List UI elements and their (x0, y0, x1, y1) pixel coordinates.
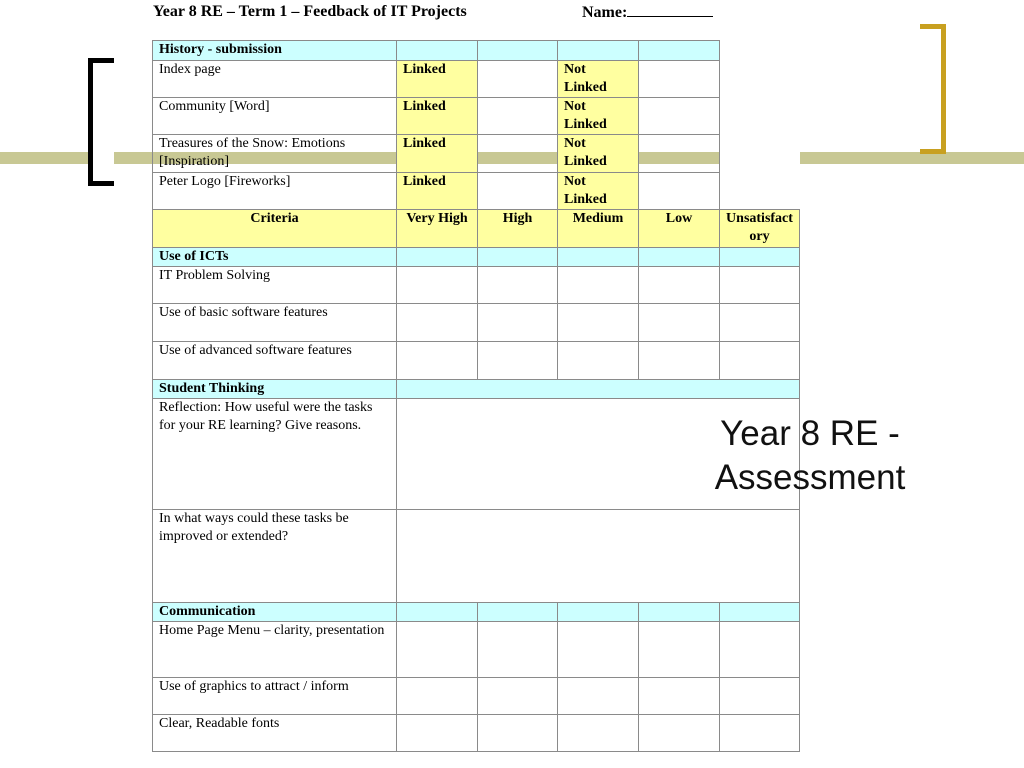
table-row (153, 342, 800, 380)
linked-cell: Linked (397, 61, 478, 98)
ict-heading: Use of ICTs (153, 248, 397, 267)
improvement-question: In what ways could these tasks be improved or extended? (153, 510, 397, 603)
level-unsatisfactory: Unsatisfactory (720, 210, 800, 248)
rating-cell[interactable] (720, 715, 800, 752)
rating-cell[interactable] (558, 678, 639, 715)
table-row (153, 98, 800, 135)
rating-cell[interactable] (397, 622, 478, 678)
name-blank-line (627, 2, 713, 17)
rating-cell[interactable] (639, 678, 720, 715)
rating-cell[interactable] (478, 304, 558, 342)
level-medium: Medium (558, 210, 639, 248)
reflection-question: Reflection: How useful were the tasks for your RE learning? Give reasons. (153, 399, 397, 510)
table-row (153, 622, 800, 678)
criterion-label: Use of advanced software features (153, 342, 397, 380)
rating-cell[interactable] (478, 342, 558, 380)
rating-cell[interactable] (639, 715, 720, 752)
communication-heading-row (153, 603, 800, 622)
rating-cell[interactable] (397, 715, 478, 752)
table-row (153, 135, 800, 173)
document-header (153, 2, 773, 24)
communication-heading: Communication (153, 603, 397, 622)
rating-cell[interactable] (397, 267, 478, 304)
rating-cell[interactable] (478, 715, 558, 752)
level-high: High (478, 210, 558, 248)
table-row (153, 173, 800, 210)
level-very-high: Very High (397, 210, 478, 248)
rating-cell[interactable] (720, 622, 800, 678)
ict-heading-row (153, 248, 800, 267)
table-row (153, 715, 800, 752)
linked-cell: Linked (397, 173, 478, 210)
rating-cell[interactable] (720, 304, 800, 342)
criteria-label: Criteria (153, 210, 397, 248)
table-row (153, 61, 800, 98)
rating-cell[interactable] (558, 304, 639, 342)
thinking-heading: Student Thinking (153, 380, 397, 399)
not-linked-cell: Not Linked (558, 98, 639, 135)
criterion-label: Use of basic software features (153, 304, 397, 342)
rating-cell[interactable] (639, 304, 720, 342)
history-heading: History - submission (153, 41, 397, 61)
improvement-answer-area[interactable] (397, 510, 800, 603)
rating-cell[interactable] (558, 267, 639, 304)
history-item: Community [Word] (153, 98, 397, 135)
table-row (153, 510, 800, 603)
rating-cell[interactable] (397, 304, 478, 342)
rating-cell[interactable] (720, 267, 800, 304)
rating-cell[interactable] (720, 678, 800, 715)
rating-cell[interactable] (397, 342, 478, 380)
rating-cell[interactable] (639, 622, 720, 678)
right-bracket-decoration (920, 24, 946, 154)
feedback-table (152, 40, 800, 752)
name-label: Name: (582, 4, 628, 21)
rating-cell[interactable] (478, 678, 558, 715)
left-bracket-decoration (88, 58, 114, 186)
linked-cell: Linked (397, 98, 478, 135)
thinking-heading-row (153, 380, 800, 399)
rating-cell[interactable] (397, 678, 478, 715)
level-low: Low (639, 210, 720, 248)
rating-cell[interactable] (639, 342, 720, 380)
not-linked-cell: Not Linked (558, 135, 639, 173)
table-row (153, 678, 800, 715)
rating-cell[interactable] (558, 715, 639, 752)
history-item: Treasures of the Snow: Emotions [Inspiration] (153, 135, 397, 173)
linked-cell: Linked (397, 135, 478, 173)
name-field (582, 2, 713, 23)
history-item: Index page (153, 61, 397, 98)
criteria-header-row (153, 210, 800, 248)
rating-cell[interactable] (639, 267, 720, 304)
criterion-label: Use of graphics to attract / inform (153, 678, 397, 715)
rating-cell[interactable] (720, 342, 800, 380)
rating-cell[interactable] (558, 342, 639, 380)
not-linked-cell: Not Linked (558, 173, 639, 210)
history-heading-row (153, 41, 800, 61)
history-item: Peter Logo [Fireworks] (153, 173, 397, 210)
criterion-label: IT Problem Solving (153, 267, 397, 304)
rating-cell[interactable] (478, 622, 558, 678)
rating-cell[interactable] (478, 267, 558, 304)
document-title: Year 8 RE – Term 1 – Feedback of IT Projects (153, 3, 467, 20)
table-row (153, 267, 800, 304)
not-linked-cell: Not Linked (558, 61, 639, 98)
criterion-label: Home Page Menu – clarity, presentation (153, 622, 397, 678)
table-row (153, 304, 800, 342)
criterion-label: Clear, Readable fonts (153, 715, 397, 752)
slide-title: Year 8 RE - Assessment (714, 414, 906, 497)
rating-cell[interactable] (558, 622, 639, 678)
